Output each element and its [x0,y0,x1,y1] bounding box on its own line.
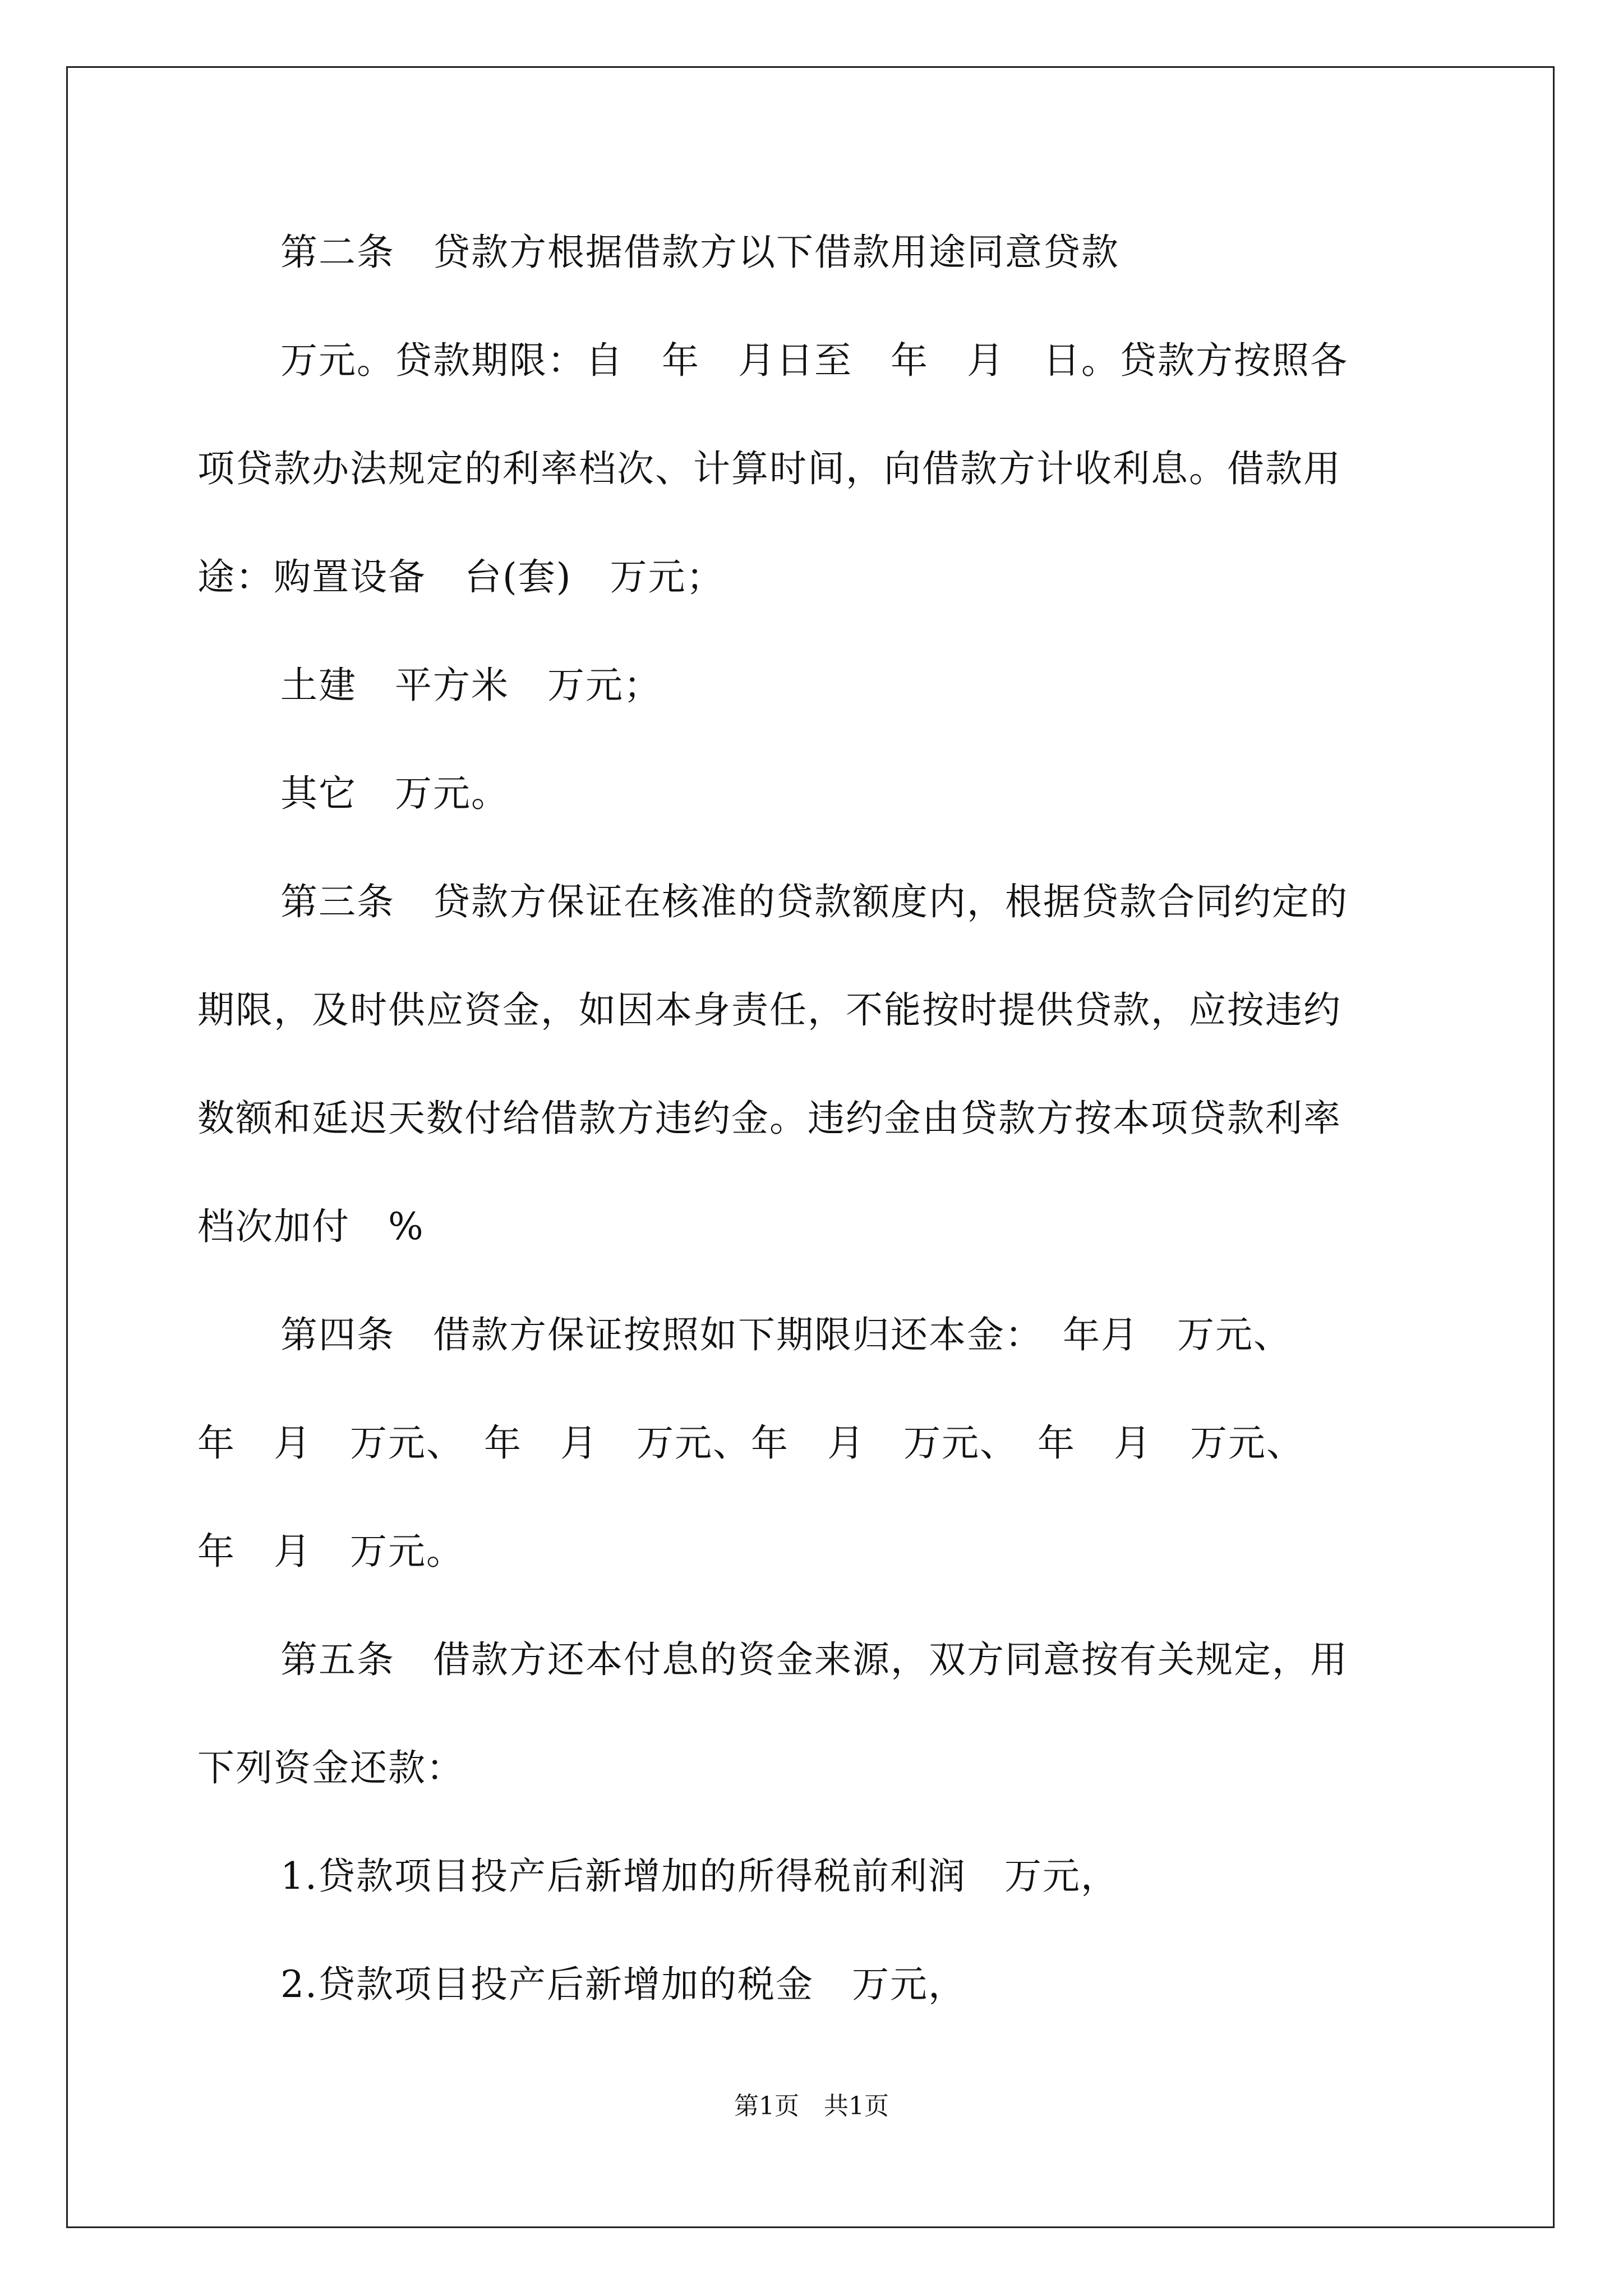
clause-2-line-1: 第二条 贷款方根据借款方以下借款用途同意贷款 [280,231,1119,274]
clause-2-line-3: 项贷款办法规定的利率档次、计算时间，向借款方计收利息。借款用 [197,447,1341,490]
clause-4-line-1: 第四条 借款方保证按照如下期限归还本金： 年月 万元、 [280,1313,1292,1356]
page-border [66,66,1555,2228]
clause-3-line-2: 期限，及时供应资金，如因本身责任，不能按时提供贷款，应按违约 [197,988,1341,1032]
clause-5-line-1: 第五条 借款方还本付息的资金来源，双方同意按有关规定，用 [280,1638,1348,1681]
clause-3-line-3: 数额和延迟天数付给借款方违约金。违约金由贷款方按本项贷款利率 [197,1097,1341,1140]
clause-3-line-4: 档次加付 % [197,1205,425,1248]
repayment-source-item-2: 2.贷款项目投产后新增加的税金 万元， [280,1963,966,2006]
clause-3-line-1: 第三条 贷款方保证在核准的贷款额度内，根据贷款合同约定的 [280,880,1348,923]
repayment-source-item-1: 1.贷款项目投产后新增加的所得税前利润 万元， [280,1855,1119,1898]
clause-4-line-3: 年 月 万元。 [197,1530,464,1573]
page-number-footer: 第1页 共1页 [734,2092,889,2120]
clause-5-line-2: 下列资金还款： [197,1746,464,1789]
clause-2-line-4: 途：购置设备 台(套) 万元； [197,555,725,599]
clause-2-line-2: 万元。贷款期限：自 年 月日至 年 月 日。贷款方按照各 [280,339,1348,382]
clause-2-other: 其它 万元。 [280,772,509,815]
clause-4-line-2: 年 月 万元、 年 月 万元、年 月 万元、 年 月 万元、 [197,1421,1304,1465]
clause-2-construction: 土建 平方米 万元； [280,664,662,707]
